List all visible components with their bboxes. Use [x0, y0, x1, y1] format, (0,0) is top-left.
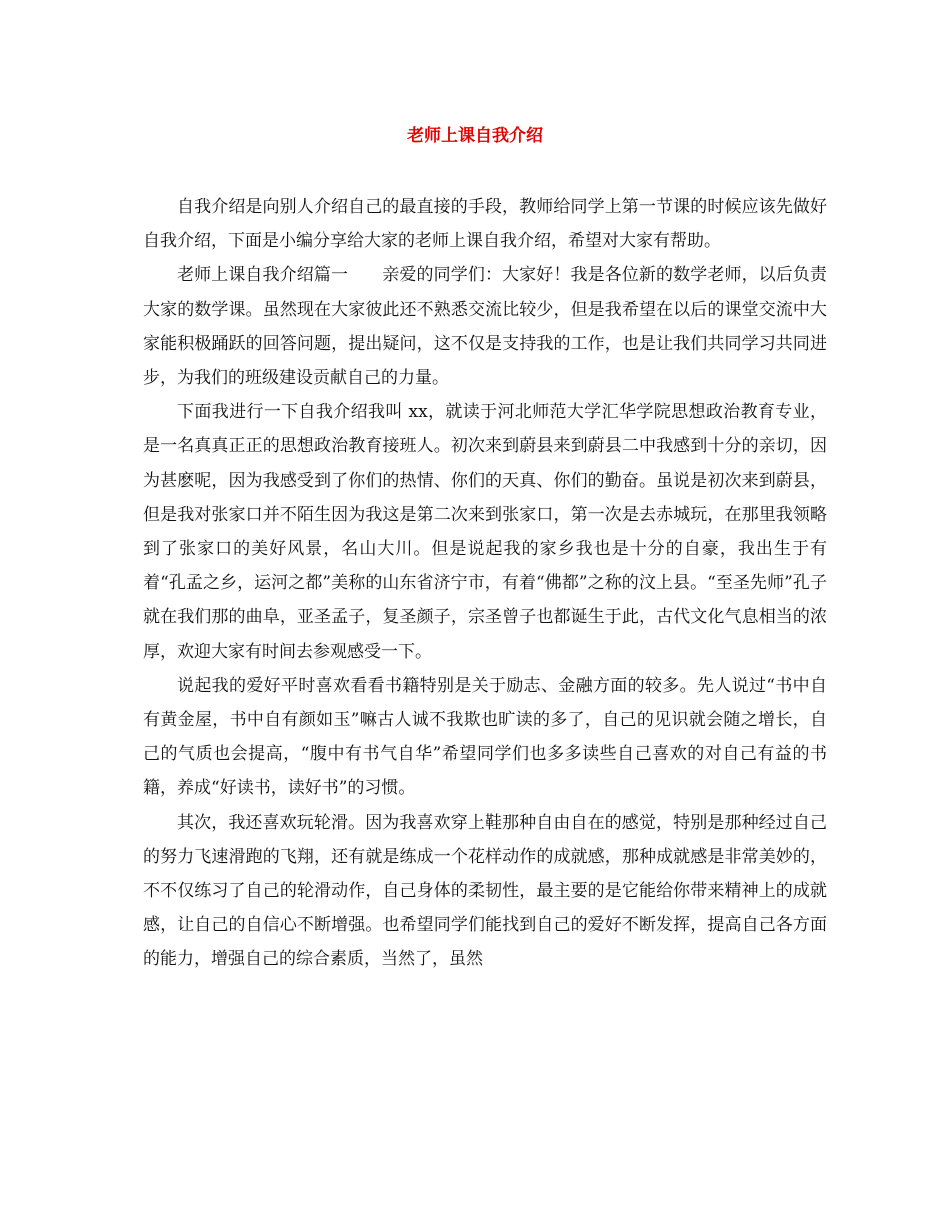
- paragraph-self-introduction: 下面我进行一下自我介绍我叫 xx，就读于河北师范大学汇华学院思想政治教育专业，是一名真真正正的思想政治教育接班人。初次来到蔚县来到蔚县二中我感到十分的亲切，因为甚麽呢，因为我感受到了你们的热情、你们的天真、你们的勤奋。虽说是初次来到蔚县，但是我对张家口并不陌生因为我这是第二次来到张家口，第一次是去赤城玩，在那里我领略到了张家口的美好风景，名山大川。但是说起我的家乡我也是十分的自豪，我出生于有着“孔孟之乡，运河之都”美称的山东省济宁市，有着“佛都”之称的汶上县。“至圣先师”孔子就在我们那的曲阜，亚圣孟子，复圣颜子，宗圣曾子也都诞生于此，古代文化气息相当的浓厚，欢迎大家有时间去参观感受一下。: [143, 402, 827, 662]
- document-title: 老师上课自我介绍: [407, 126, 543, 146]
- paragraph-intro: 自我介绍是向别人介绍自己的最直接的手段，教师给同学上第一节课的时候应该先做好自我介绍，下面是小编分享给大家的老师上课自我介绍，希望对大家有帮助。: [143, 197, 827, 252]
- paragraph-greeting: 老师上课自我介绍篇一 亲爱的同学们：大家好！我是各位新的数学老师，以后负责大家的数学课。虽然现在大家彼此还不熟悉交流比较少，但是我希望在以后的课堂交流中大家能积极踊跃的回答问题，提出疑问，这不仅是支持我的工作，也是让我们共同学习共同进步，为我们的班级建设贡献自己的力量。: [143, 265, 827, 389]
- paragraph-reading-hobby: 说起我的爱好平时喜欢看看书籍特别是关于励志、金融方面的较多。先人说过“书中自有黄金屋，书中自有颜如玉”嘛古人诚不我欺也旷读的多了，自己的见识就会随之增长，自己的气质也会提高，“腹中有书气自华”希望同学们也多多读些自己喜欢的对自己有益的书籍，养成“好读书，读好书”的习惯。: [143, 675, 827, 799]
- document-body: [143, 190, 827, 977]
- paragraph-skating-hobby: 其次，我还喜欢玩轮滑。因为我喜欢穿上鞋那种自由自在的感觉，特别是那种经过自己的努力飞速滑跑的飞翔，还有就是练成一个花样动作的成就感，那种成就感是非常美妙的，不不仅练习了自己的轮滑动作，自己身体的柔韧性，最主要的是它能给你带来精神上的成就感，让自己的自信心不断增强。也希望同学们能找到自己的爱好不断发挥，提高自己各方面的能力，增强自己的综合素质，当然了，虽然: [143, 812, 827, 970]
